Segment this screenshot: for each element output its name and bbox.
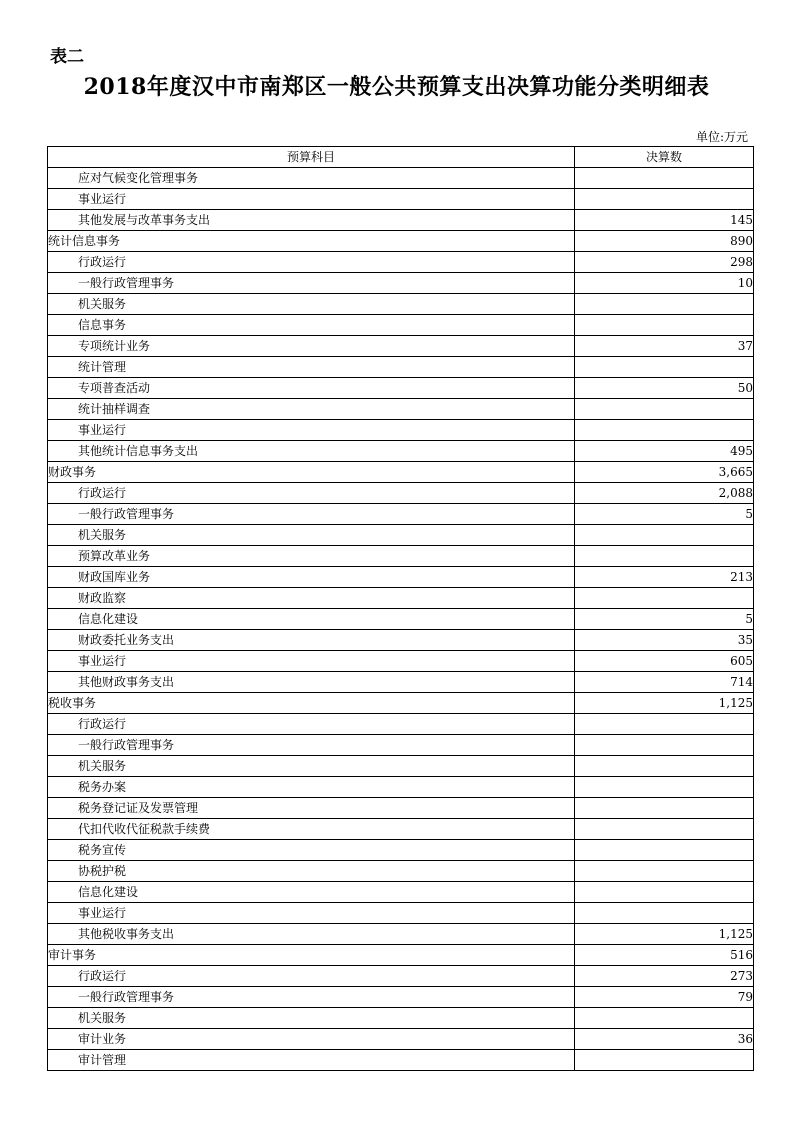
table-row	[48, 693, 754, 714]
table-row	[48, 966, 754, 987]
row-amount	[575, 546, 754, 567]
row-amount	[575, 315, 754, 336]
row-subject: 代扣代收代征税款手续费	[48, 819, 575, 840]
row-amount: 273	[575, 966, 754, 987]
row-amount	[575, 168, 754, 189]
row-amount: 2,088	[575, 483, 754, 504]
table-row	[48, 945, 754, 966]
table-header-row	[48, 147, 754, 168]
row-amount	[575, 756, 754, 777]
row-amount: 890	[575, 231, 754, 252]
row-subject: 一般行政管理事务	[48, 735, 575, 756]
row-amount	[575, 1050, 754, 1071]
table-row	[48, 987, 754, 1008]
table-row	[48, 861, 754, 882]
row-subject: 一般行政管理事务	[48, 504, 575, 525]
row-subject: 事业运行	[48, 903, 575, 924]
row-subject: 预算改革业务	[48, 546, 575, 567]
row-subject: 财政国库业务	[48, 567, 575, 588]
row-amount	[575, 903, 754, 924]
table-row	[48, 273, 754, 294]
table-row	[48, 882, 754, 903]
row-amount: 50	[575, 378, 754, 399]
budget-table	[47, 146, 754, 1071]
table-row	[48, 1008, 754, 1029]
row-subject: 税务宣传	[48, 840, 575, 861]
row-amount	[575, 735, 754, 756]
row-subject: 其他税收事务支出	[48, 924, 575, 945]
row-subject: 协税护税	[48, 861, 575, 882]
row-subject: 事业运行	[48, 420, 575, 441]
row-subject: 一般行政管理事务	[48, 987, 575, 1008]
table-row	[48, 168, 754, 189]
row-amount: 36	[575, 1029, 754, 1050]
row-amount: 516	[575, 945, 754, 966]
row-subject: 审计管理	[48, 1050, 575, 1071]
row-subject: 统计抽样调查	[48, 399, 575, 420]
table-row	[48, 903, 754, 924]
row-subject: 一般行政管理事务	[48, 273, 575, 294]
row-amount	[575, 399, 754, 420]
row-amount	[575, 357, 754, 378]
row-amount	[575, 882, 754, 903]
row-subject: 财政监察	[48, 588, 575, 609]
row-subject: 事业运行	[48, 189, 575, 210]
row-subject: 其他统计信息事务支出	[48, 441, 575, 462]
row-amount	[575, 294, 754, 315]
table-row	[48, 336, 754, 357]
unit-note: 单位:万元	[695, 130, 748, 144]
table-row	[48, 819, 754, 840]
row-amount: 298	[575, 252, 754, 273]
row-subject: 信息化建设	[48, 882, 575, 903]
document-title: 2018年度汉中市南郑区一般公共预算支出决算功能分类明细表	[83, 74, 710, 100]
row-amount	[575, 714, 754, 735]
table-row	[48, 399, 754, 420]
table-row	[48, 189, 754, 210]
row-subject: 机关服务	[48, 294, 575, 315]
row-amount: 3,665	[575, 462, 754, 483]
row-subject: 统计管理	[48, 357, 575, 378]
row-amount: 35	[575, 630, 754, 651]
table-row	[48, 714, 754, 735]
row-subject: 应对气候变化管理事务	[48, 168, 575, 189]
row-subject: 信息事务	[48, 315, 575, 336]
table-body	[48, 168, 754, 1071]
table-row	[48, 777, 754, 798]
row-subject: 机关服务	[48, 525, 575, 546]
row-amount	[575, 819, 754, 840]
row-amount: 5	[575, 504, 754, 525]
table-row	[48, 294, 754, 315]
row-subject: 行政运行	[48, 714, 575, 735]
table-row	[48, 357, 754, 378]
table-row	[48, 1050, 754, 1071]
row-subject: 财政事务	[48, 462, 575, 483]
row-amount	[575, 588, 754, 609]
row-subject: 行政运行	[48, 483, 575, 504]
row-subject: 行政运行	[48, 252, 575, 273]
row-subject: 税务办案	[48, 777, 575, 798]
document-label: 表二	[50, 47, 84, 67]
table-row	[48, 651, 754, 672]
row-amount: 1,125	[575, 693, 754, 714]
row-amount: 10	[575, 273, 754, 294]
row-amount: 79	[575, 987, 754, 1008]
column-header-amount: 决算数	[575, 147, 754, 168]
table-row	[48, 567, 754, 588]
row-subject: 其他财政事务支出	[48, 672, 575, 693]
row-subject: 机关服务	[48, 756, 575, 777]
row-subject: 税收事务	[48, 693, 575, 714]
row-amount: 714	[575, 672, 754, 693]
table-row	[48, 231, 754, 252]
table-row	[48, 525, 754, 546]
table-row	[48, 378, 754, 399]
table-row	[48, 210, 754, 231]
table-row	[48, 756, 754, 777]
row-amount	[575, 420, 754, 441]
column-header-subject: 预算科目	[48, 147, 575, 168]
row-amount	[575, 777, 754, 798]
table-row	[48, 588, 754, 609]
row-amount: 605	[575, 651, 754, 672]
row-amount	[575, 525, 754, 546]
row-amount: 37	[575, 336, 754, 357]
table-row	[48, 672, 754, 693]
row-subject: 机关服务	[48, 1008, 575, 1029]
row-subject: 其他发展与改革事务支出	[48, 210, 575, 231]
row-amount	[575, 798, 754, 819]
table-row	[48, 546, 754, 567]
row-amount: 213	[575, 567, 754, 588]
row-amount: 145	[575, 210, 754, 231]
table-row	[48, 441, 754, 462]
row-subject: 审计事务	[48, 945, 575, 966]
table-row	[48, 483, 754, 504]
table-row	[48, 630, 754, 651]
table-row	[48, 252, 754, 273]
row-amount	[575, 840, 754, 861]
row-amount	[575, 189, 754, 210]
row-subject: 审计业务	[48, 1029, 575, 1050]
row-amount: 5	[575, 609, 754, 630]
row-amount: 1,125	[575, 924, 754, 945]
row-subject: 专项统计业务	[48, 336, 575, 357]
row-subject: 事业运行	[48, 651, 575, 672]
table-row	[48, 735, 754, 756]
table-row	[48, 924, 754, 945]
row-subject: 统计信息事务	[48, 231, 575, 252]
row-amount: 495	[575, 441, 754, 462]
row-amount	[575, 1008, 754, 1029]
table-row	[48, 1029, 754, 1050]
row-subject: 行政运行	[48, 966, 575, 987]
table-row	[48, 315, 754, 336]
table-row	[48, 462, 754, 483]
row-amount	[575, 861, 754, 882]
row-subject: 税务登记证及发票管理	[48, 798, 575, 819]
row-subject: 专项普查活动	[48, 378, 575, 399]
table-row	[48, 609, 754, 630]
table-row	[48, 420, 754, 441]
row-subject: 信息化建设	[48, 609, 575, 630]
table-row	[48, 798, 754, 819]
table-row	[48, 504, 754, 525]
table-row	[48, 840, 754, 861]
row-subject: 财政委托业务支出	[48, 630, 575, 651]
